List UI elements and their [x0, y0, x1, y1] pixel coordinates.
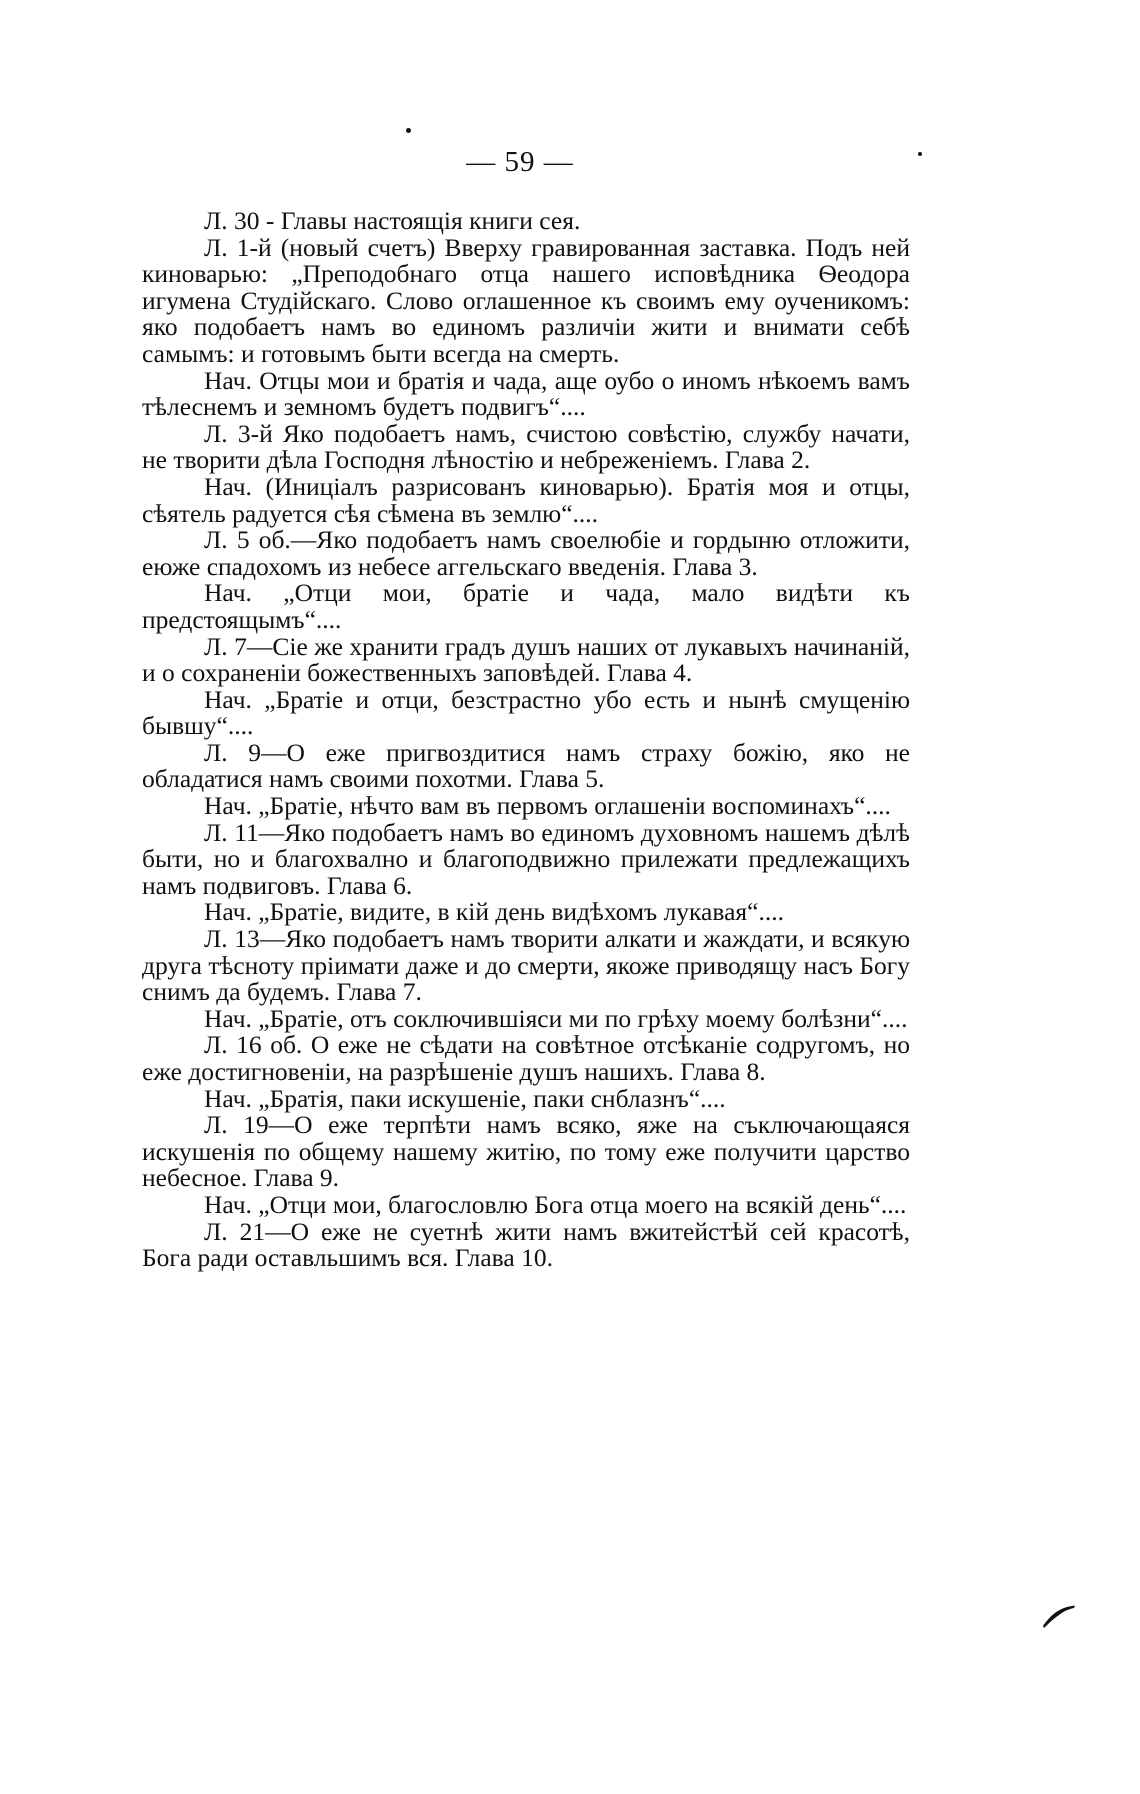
- ink-speck: [918, 152, 922, 156]
- body-text: [142, 208, 910, 1272]
- paragraph: Л. 5 об.—Яко подобаетъ намъ своелюбіе и гордыню отложити, еюже спадохомъ из небесе аггельскаго введенія. Глава 3.: [142, 525, 910, 581]
- ink-speck: [406, 128, 411, 133]
- paragraph: Нач. Отцы мои и братія и чада, аще оубо о иномъ нѣкоемъ вамъ тѣлеснемъ и земномъ будетъ подвигъ“....: [142, 365, 910, 422]
- paragraph: Нач. „Братіе, нѣчто вам въ первомъ оглашеніи воспоминахъ“....: [204, 791, 891, 821]
- paragraph: Нач. „Братія, паки искушеніе, паки снблазнъ“....: [204, 1083, 726, 1113]
- paragraph: Л. 9—О еже пригвоздитися намъ страху божію, яко не обладатися намъ своими похотми. Глава 5.: [142, 737, 910, 794]
- page-number: — 59 —: [466, 146, 574, 178]
- paragraph: Л. 3-й Яко подобаетъ намъ, счистою совѣстію, службу начати, не творити дѣла Господня лѣностію и небреженіемъ. Глава 2.: [142, 418, 910, 475]
- paragraph: Л. 11—Яко подобаетъ намъ во единомъ духовномъ нашемъ дѣлѣ быти, но и благохвално и благоподвижно прилежати предлежащихъ намъ подвиговъ. Глава 6.: [142, 817, 910, 900]
- pen-stroke-mark: [1040, 1600, 1078, 1630]
- paragraph: Нач. „Братіе и отци, безстрастно убо есть и нынѣ смущенію бывшу“....: [142, 684, 910, 741]
- paragraph: Л. 19—О еже терпѣти намъ всяко, яже на съключающаяся искушенія по общему нашему житію, по тому еже получити царство небесное. Глава 9.: [142, 1110, 910, 1193]
- paragraph: Нач. „Братіе, отъ соключившіяси ми по грѣху моему болѣзни“....: [204, 1003, 908, 1033]
- paragraph: Л. 1-й (новый счетъ) Вверху гравированная заставка. Подъ ней киноварью: „Преподобнаго отца нашего исповѣдника Ѳеодора игумена Студійскаго. Слово оглашенное къ своимъ ему оученикомъ: яко подобаетъ намъ во единомъ различіи жити и внимати себѣ самымъ: и готовымъ быти всегда на смерть.: [142, 232, 910, 368]
- paragraph: Нач. (Иниціалъ разрисованъ киноварью). Братія моя и отцы, сѣятель радуется сѣя сѣмена въ землю“....: [142, 471, 910, 528]
- paragraph: Нач. „Братіе, видите, в кій день видѣхомъ лукавая“....: [204, 897, 784, 927]
- paragraph: Л. 7—Сіе же хранити градъ душъ наших от лукавыхъ начинаній, и о сохраненіи божественныхъ заповѣдей. Глава 4.: [142, 631, 910, 688]
- paragraph: Л. 21—О еже не суетнѣ жити намъ вжитейстѣй сей красотѣ, Бога ради оставльшимъ вся. Глава 10.: [142, 1216, 910, 1273]
- paragraph: Л. 13—Яко подобаетъ намъ творити алкати и жаждати, и всякую друга тѣсноту пріимати даже и до смерти, якоже приводящу насъ Богу снимъ да будемъ. Глава 7.: [142, 924, 910, 1007]
- paragraph: Л. 16 об. О еже не сѣдати на совѣтное отсѣканіе содругомъ, но еже достигновеніи, на разрѣшеніе душъ нашихъ. Глава 8.: [142, 1030, 910, 1086]
- paragraph: Нач. „Отци мои, благословлю Бога отца моего на всякій день“....: [204, 1189, 907, 1219]
- paragraph: Л. 30 - Главы настоящія книги сея.: [204, 206, 581, 235]
- paragraph: Нач. „Отци мои, братіе и чада, мало видѣти къ предстоящымъ“....: [142, 578, 910, 634]
